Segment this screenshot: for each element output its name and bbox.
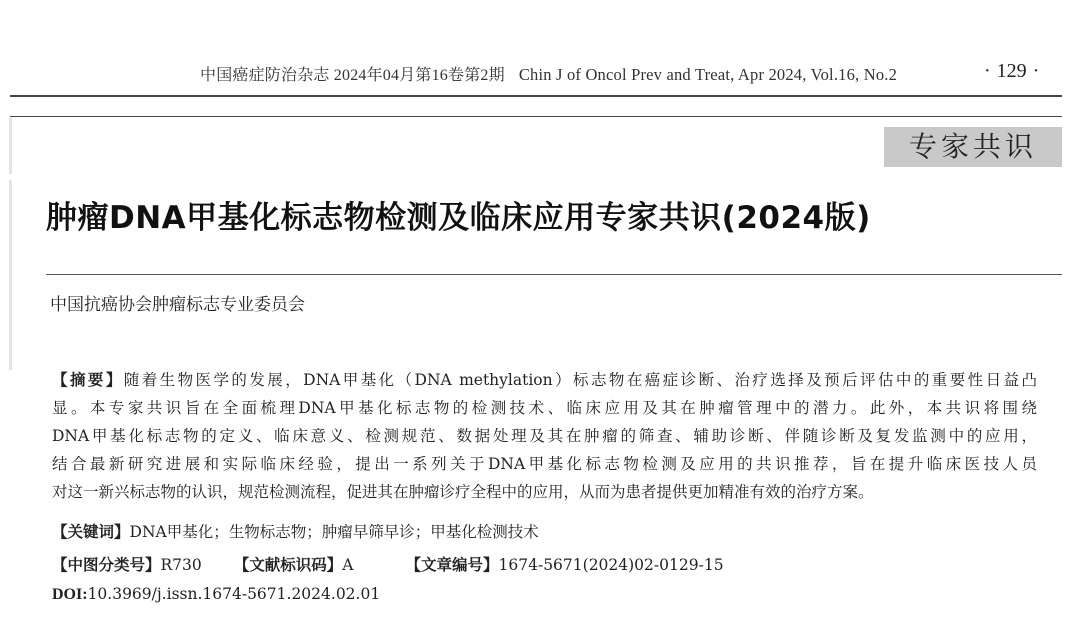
page-number-dot-right: · xyxy=(1032,60,1040,82)
section-rule xyxy=(10,116,1062,117)
article-title: 肿瘤DNA甲基化标志物检测及临床应用专家共识(2024版) xyxy=(46,200,871,236)
running-head xyxy=(200,62,897,85)
abstract-text: 随着生物医学的发展，DNA甲基化（DNA methylation）标志物在癌症诊断、治疗选择及预后评估中的重要性日益凸 xyxy=(123,371,1037,389)
left-margin-bar xyxy=(9,118,12,174)
abstract-label: 【摘要】 xyxy=(52,371,124,389)
page-number-dot-left: · xyxy=(984,60,991,82)
page-number-block xyxy=(978,60,1045,83)
abstract-line: 对这一新兴标志物的认识，规范检测流程，促进其在肿瘤诊疗全程中的应用，从而为患者提供更加精准有效的治疗方案。 xyxy=(52,483,874,501)
abstract-line: DNA甲基化标志物的定义、临床意义、检测规范、数据处理及其在肿瘤的筛查、辅助诊断、伴随诊断及复发监测中的应用， xyxy=(52,427,1037,445)
doi-row xyxy=(52,585,380,604)
keywords-label: 【关键词】 xyxy=(52,523,130,541)
left-margin-bar-lower xyxy=(9,180,12,370)
journal-name-cn: 中国癌症防治杂志 2024年04月第16卷第2期 xyxy=(200,67,505,84)
doi-value: 10.3969/j.issn.1674-5671.2024.02.01 xyxy=(87,585,381,603)
article-number-label: 【文章编号】 xyxy=(405,556,499,574)
keywords-value: DNA甲基化；生物标志物；肿瘤早筛早诊；甲基化检测技术 xyxy=(129,523,539,541)
clc-label: 【中图分类号】 xyxy=(52,556,161,574)
doc-code-label: 【文献标识码】 xyxy=(233,556,343,574)
article-number-value: 1674-5671(2024)02-0129-15 xyxy=(498,556,724,574)
doc-code-value: A xyxy=(342,556,354,574)
clc-value: R730 xyxy=(160,556,202,574)
classification-row xyxy=(52,553,724,575)
title-rule xyxy=(46,274,1062,275)
abstract-line xyxy=(52,366,1037,394)
section-tag: 专家共识 xyxy=(884,127,1062,167)
journal-name-en: Chin J of Oncol Prev and Treat, Apr 2024, Vol.16, No.2 xyxy=(518,65,898,84)
header-rule xyxy=(10,95,1062,97)
author-organization: 中国抗癌协会肿瘤标志专业委员会 xyxy=(50,295,305,315)
abstract-line: 显。本专家共识旨在全面梳理DNA甲基化标志物的检测技术、临床应用及其在肿瘤管理中的潜力。此外，本共识将围绕 xyxy=(52,399,1037,417)
abstract-line: 结合最新研究进展和实际临床经验，提出一系列关于DNA甲基化标志物检测及应用的共识推荐，旨在提升临床医技人员 xyxy=(52,455,1037,473)
abstract xyxy=(52,366,1037,506)
doi-label: DOI: xyxy=(52,586,88,603)
keywords-row xyxy=(52,520,539,542)
page-number: 129 xyxy=(996,60,1027,82)
